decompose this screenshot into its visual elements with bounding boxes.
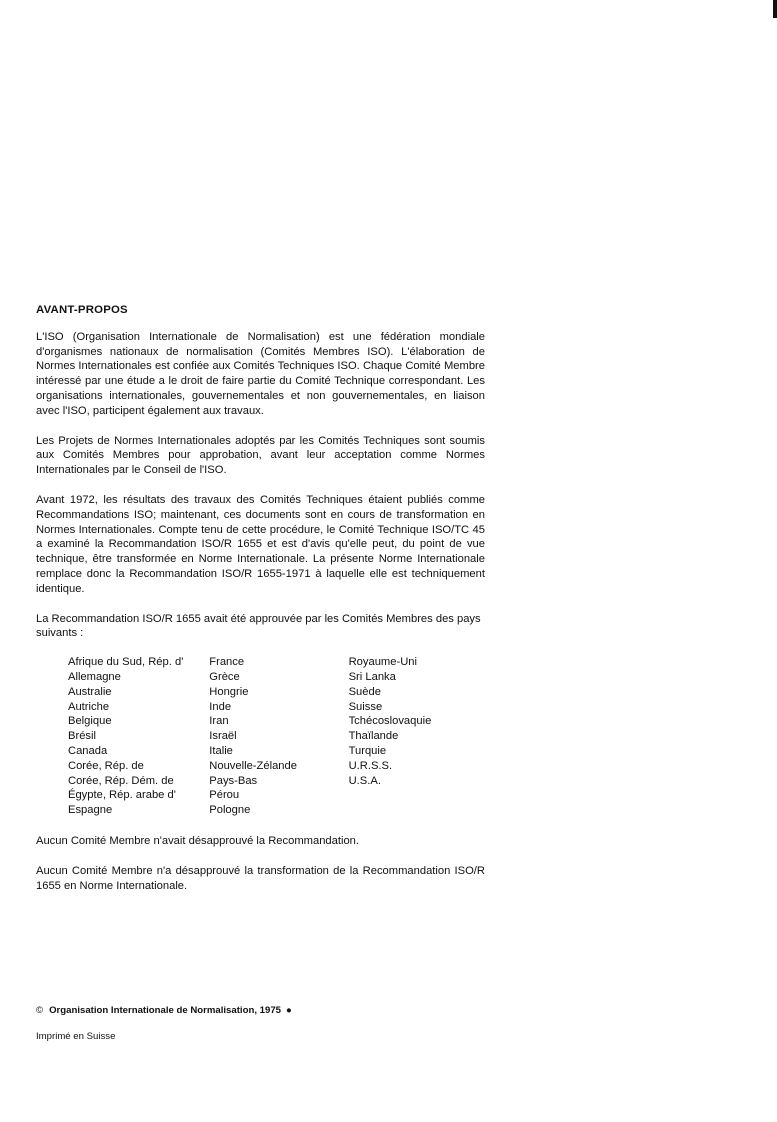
page-corner-mark <box>773 0 777 18</box>
list-item: Belgique <box>68 715 112 728</box>
list-item: Espagne <box>68 804 113 817</box>
list-item: Brésil <box>68 730 96 743</box>
list-item: Turquie <box>348 744 387 757</box>
list-item: Afrique du Sud, Rép. d' <box>68 656 184 669</box>
country-column-1 <box>68 655 209 818</box>
bullet-icon: ● <box>286 1005 292 1016</box>
list-item: Allemagne <box>68 670 121 683</box>
list-item: U.R.S.S. <box>348 759 393 772</box>
list-item: Australie <box>68 685 112 698</box>
foreword-section <box>36 303 485 893</box>
list-item: Hongrie <box>209 685 249 698</box>
list-item: Pays-Bas <box>209 774 258 787</box>
list-item: France <box>209 656 245 669</box>
paragraph-approval-process: Les Projets de Normes Internationales adoptés par les Comités Techniques sont soumis aux Comités Membres pour approbation, avant leur acceptation comme Normes Internationales par le Conseil de l'ISO. <box>36 434 485 477</box>
list-item: Suède <box>348 685 381 698</box>
printed-in-note: Imprimé en Suisse <box>36 1031 116 1042</box>
copyright-icon: © <box>36 1005 44 1016</box>
list-item: Grèce <box>209 670 240 683</box>
list-item: Israël <box>209 730 237 743</box>
list-item: Pologne <box>209 804 251 817</box>
list-item: Corée, Rép. Dém. de <box>68 774 174 787</box>
country-column-3 <box>349 655 485 818</box>
paragraph-approving-countries: La Recommandation ISO/R 1655 avait été approuvée par les Comités Membres des pays suivants : <box>36 612 481 640</box>
list-item: Thaïlande <box>348 730 399 743</box>
copyright-line <box>36 1005 292 1016</box>
list-item: Suisse <box>348 700 383 713</box>
list-item: Canada <box>68 744 108 757</box>
country-column-2 <box>209 655 348 818</box>
list-item: Iran <box>209 715 229 728</box>
paragraph-iso-intro: L'ISO (Organisation Internationale de Normalisation) est une fédération mondiale d'organismes nationaux de normalisation (Comités Membres ISO). L'élaboration de Normes Internationales est confiée aux Comités Techniques ISO. Chaque Comité Membre intéressé par une étude a le droit de faire partie du Comité Technique correspondant. Les organisations internationales, gouvernementales et non gouvernementales, en liaison avec l'ISO, participent également aux travaux. <box>36 330 485 417</box>
list-item: Royaume-Uni <box>348 656 417 669</box>
paragraph-transformation-approval: Aucun Comité Membre n'a désapprouvé la transformation de la Recommandation ISO/R 1655 en Norme Internationale. <box>36 864 485 892</box>
copyright-text: Organisation Internationale de Normalisation, 1975 <box>49 1005 281 1016</box>
list-item: Pérou <box>209 789 240 802</box>
list-item: Italie <box>209 744 233 757</box>
paragraph-history: Avant 1972, les résultats des travaux des Comités Techniques étaient publiés comme Recommandations ISO; maintenant, ces documents sont en cours de transformation en Normes Internationales. Compte tenu de cette procédure, le Comité Technique ISO/TC 45 a examiné la Recommandation ISO/R 1655 et est d'avis qu'elle peut, du point de vue technique, être transformée en Norme Internationale. La présente Norme Internationale remplace donc la Recommandation ISO/R 1655-1971 à laquelle elle est techniquement identique. <box>36 493 485 595</box>
list-item: Nouvelle-Zélande <box>209 759 297 772</box>
list-item: Tchécoslovaquie <box>348 715 432 728</box>
list-item: U.S.A. <box>348 774 381 787</box>
country-list <box>68 655 485 818</box>
page-title: AVANT-PROPOS <box>36 304 128 316</box>
list-item: Égypte, Rép. arabe d' <box>68 789 176 802</box>
list-item: Autriche <box>68 700 110 713</box>
paragraph-no-disapproval: Aucun Comité Membre n'avait désapprouvé la Recommandation. <box>36 834 360 847</box>
list-item: Inde <box>209 700 232 713</box>
list-item: Corée, Rép. de <box>68 759 144 772</box>
list-item: Sri Lanka <box>348 670 396 683</box>
